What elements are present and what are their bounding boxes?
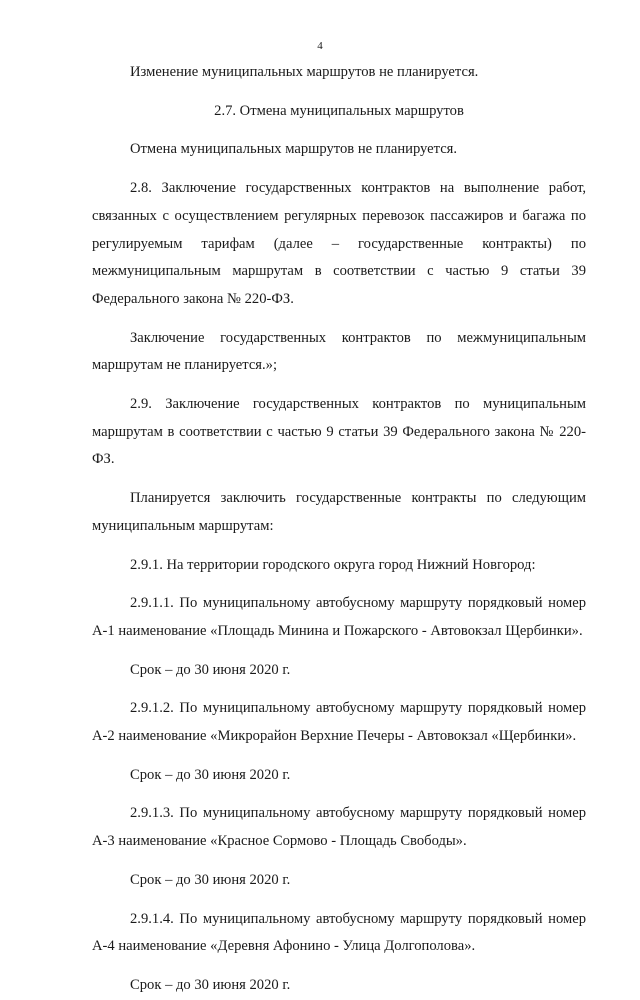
paragraph-2-9-1: 2.9.1. На территории городского округа город Нижний Новгород: xyxy=(130,556,536,573)
paragraph-2-9-1-2: 2.9.1.2. По муниципальному автобусному маршруту порядковый номер А-2 наименование «Микрорайон Верхние Печеры - Автовокзал «Щербинки». xyxy=(92,700,586,745)
section-heading-2-7: 2.7. Отмена муниципальных маршрутов xyxy=(214,102,464,119)
deadline-a3: Срок – до 30 июня 2020 г. xyxy=(130,871,291,888)
document-body xyxy=(92,59,586,1000)
paragraph-2-9-1-3: 2.9.1.3. По муниципальному автобусному маршруту порядковый номер А-3 наименование «Красное Сормово - Площадь Свободы». xyxy=(92,805,586,850)
paragraph-2-9-1-4: 2.9.1.4. По муниципальному автобусному маршруту порядковый номер А-4 наименование «Деревня Афонино - Улица Долгополова». xyxy=(92,910,586,955)
paragraph-2-9: 2.9. Заключение государственных контрактов по муниципальным маршрутам в соответствии с частью 9 статьи 39 Федерального закона № 220-ФЗ. xyxy=(92,396,586,468)
paragraph-planned-contracts: Планируется заключить государственные контракты по следующим муниципальным маршрутам: xyxy=(92,490,586,534)
paragraph-2-8: 2.8. Заключение государственных контрактов на выполнение работ, связанных с осуществлением регулярных перевозок пассажиров и багажа по регулируемым тарифам (далее – государственные контракты) по межмуниципальным маршрутам в соответствии с частью 9 статьи 39 Федерального закона № 220-ФЗ. xyxy=(92,180,586,307)
paragraph-no-cancellation: Отмена муниципальных маршрутов не планируется. xyxy=(130,141,458,158)
paragraph-no-changes: Изменение муниципальных маршрутов не планируется. xyxy=(130,64,479,80)
page-number: 4 xyxy=(317,40,323,52)
deadline-a4: Срок – до 30 июня 2020 г. xyxy=(130,976,291,993)
deadline-a1: Срок – до 30 июня 2020 г. xyxy=(130,661,291,678)
deadline-a2: Срок – до 30 июня 2020 г. xyxy=(130,766,291,783)
paragraph-no-contracts-intermunicipal: Заключение государственных контрактов по межмуниципальным маршрутам не планируется.»; xyxy=(92,329,586,374)
paragraph-2-9-1-1: 2.9.1.1. По муниципальному автобусному маршруту порядковый номер А-1 наименование «Площадь Минина и Пожарского - Автовокзал Щербинки». xyxy=(92,595,586,639)
